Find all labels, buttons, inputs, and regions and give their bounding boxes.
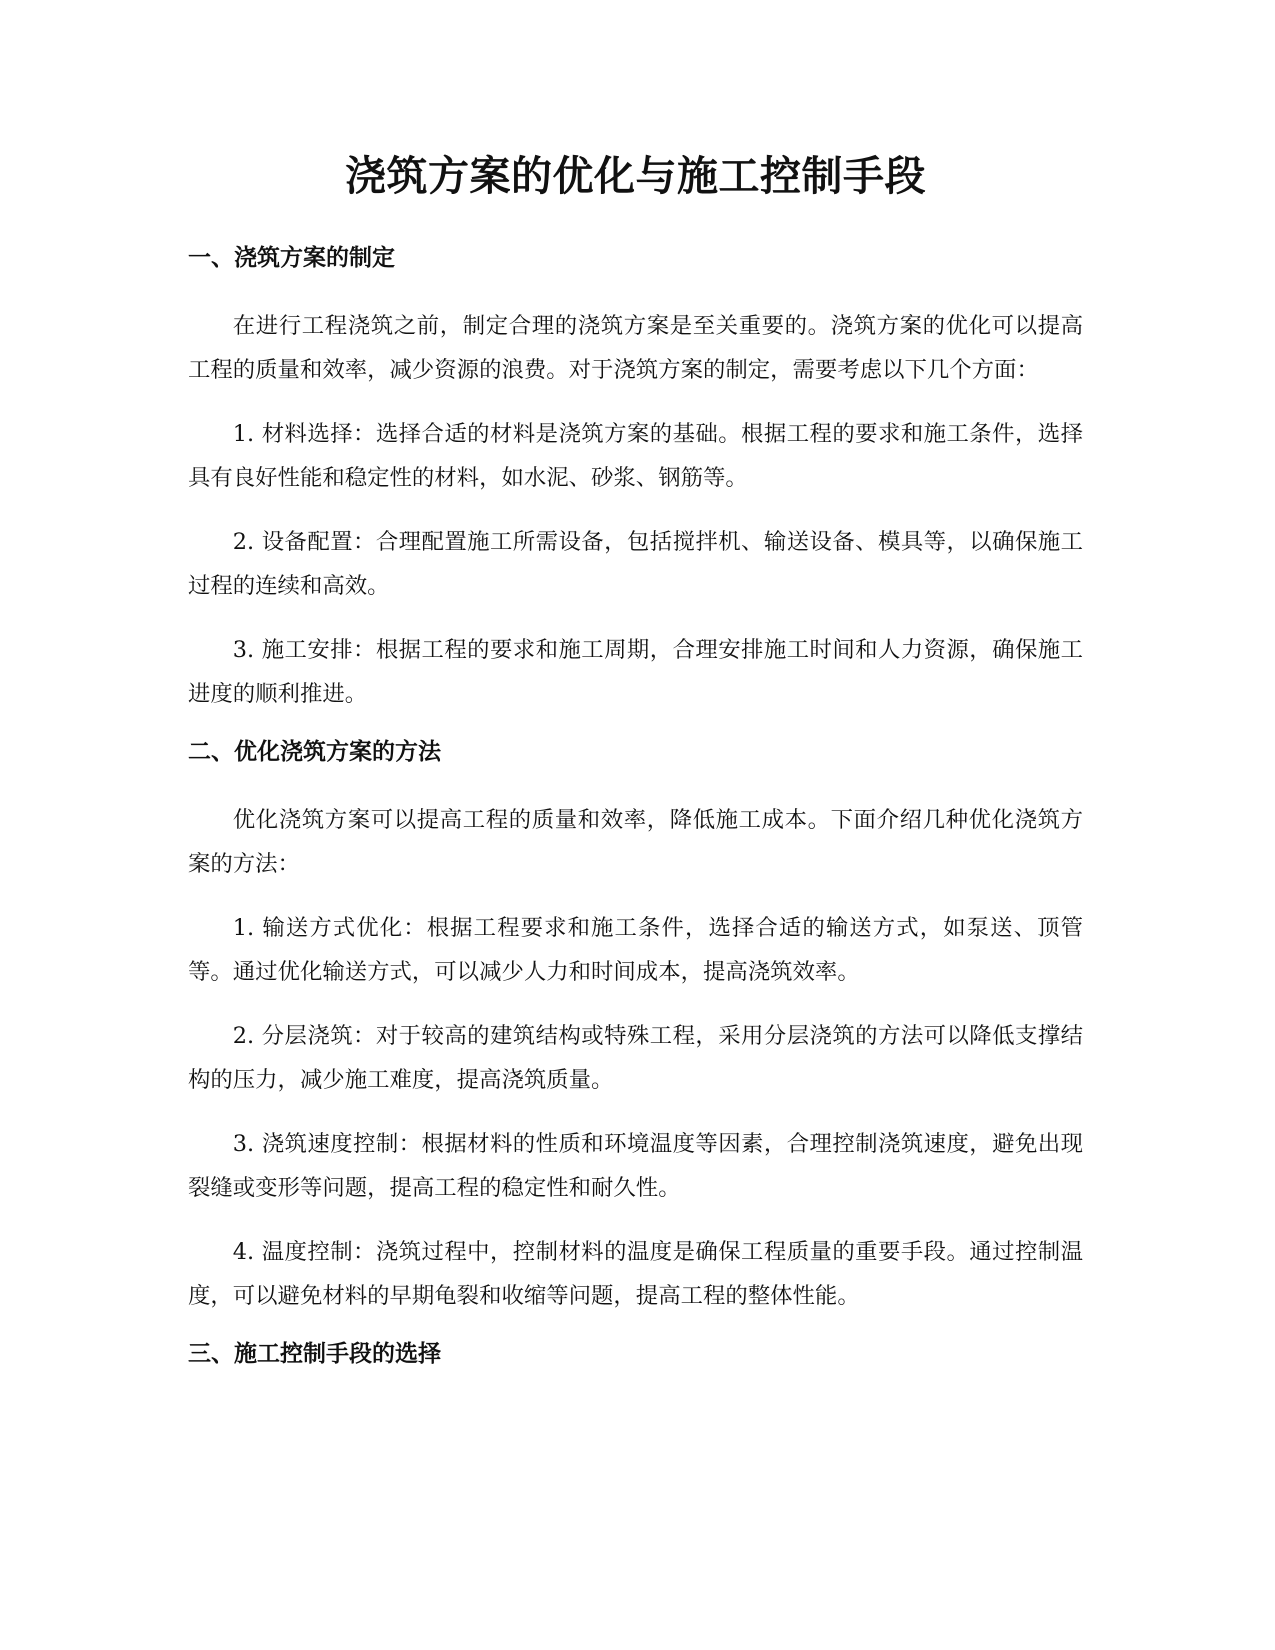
section-2 (188, 736, 1083, 1318)
list-item: 1. 材料选择：选择合适的材料是浇筑方案的基础。根据工程的要求和施工条件，选择具有良好性能和稳定性的材料，如水泥、砂浆、钢筋等。 (188, 421, 1083, 491)
paragraph: 在进行工程浇筑之前，制定合理的浇筑方案是至关重要的。浇筑方案的优化可以提高工程的质量和效率，减少资源的浪费。对于浇筑方案的制定，需要考虑以下几个方面： (188, 313, 1083, 383)
list-item: 3. 施工安排：根据工程的要求和施工周期，合理安排施工时间和人力资源，确保施工进度的顺利推进。 (188, 637, 1083, 707)
list-item: 2. 分层浇筑：对于较高的建筑结构或特殊工程，采用分层浇筑的方法可以降低支撑结构的压力，减少施工难度，提高浇筑质量。 (188, 1023, 1083, 1093)
document-content (188, 148, 1083, 1400)
document-title: 浇筑方案的优化与施工控制手段 (345, 152, 926, 200)
list-item: 4. 温度控制：浇筑过程中，控制材料的温度是确保工程质量的重要手段。通过控制温度，可以避免材料的早期龟裂和收缩等问题，提高工程的整体性能。 (188, 1239, 1083, 1309)
list-item: 3. 浇筑速度控制：根据材料的性质和环境温度等因素，合理控制浇筑速度，避免出现裂缝或变形等问题，提高工程的稳定性和耐久性。 (188, 1131, 1083, 1201)
paragraph: 优化浇筑方案可以提高工程的质量和效率，降低施工成本。下面介绍几种优化浇筑方案的方法： (188, 807, 1083, 877)
section-1 (188, 242, 1083, 716)
section-heading: 二、优化浇筑方案的方法 (188, 739, 441, 765)
section-heading: 一、浇筑方案的制定 (188, 245, 395, 271)
section-3 (188, 1338, 1083, 1370)
section-heading: 三、施工控制手段的选择 (188, 1341, 441, 1367)
list-item: 1. 输送方式优化：根据工程要求和施工条件，选择合适的输送方式，如泵送、顶管等。通过优化输送方式，可以减少人力和时间成本，提高浇筑效率。 (188, 915, 1083, 985)
list-item: 2. 设备配置：合理配置施工所需设备，包括搅拌机、输送设备、模具等，以确保施工过程的连续和高效。 (188, 529, 1083, 599)
